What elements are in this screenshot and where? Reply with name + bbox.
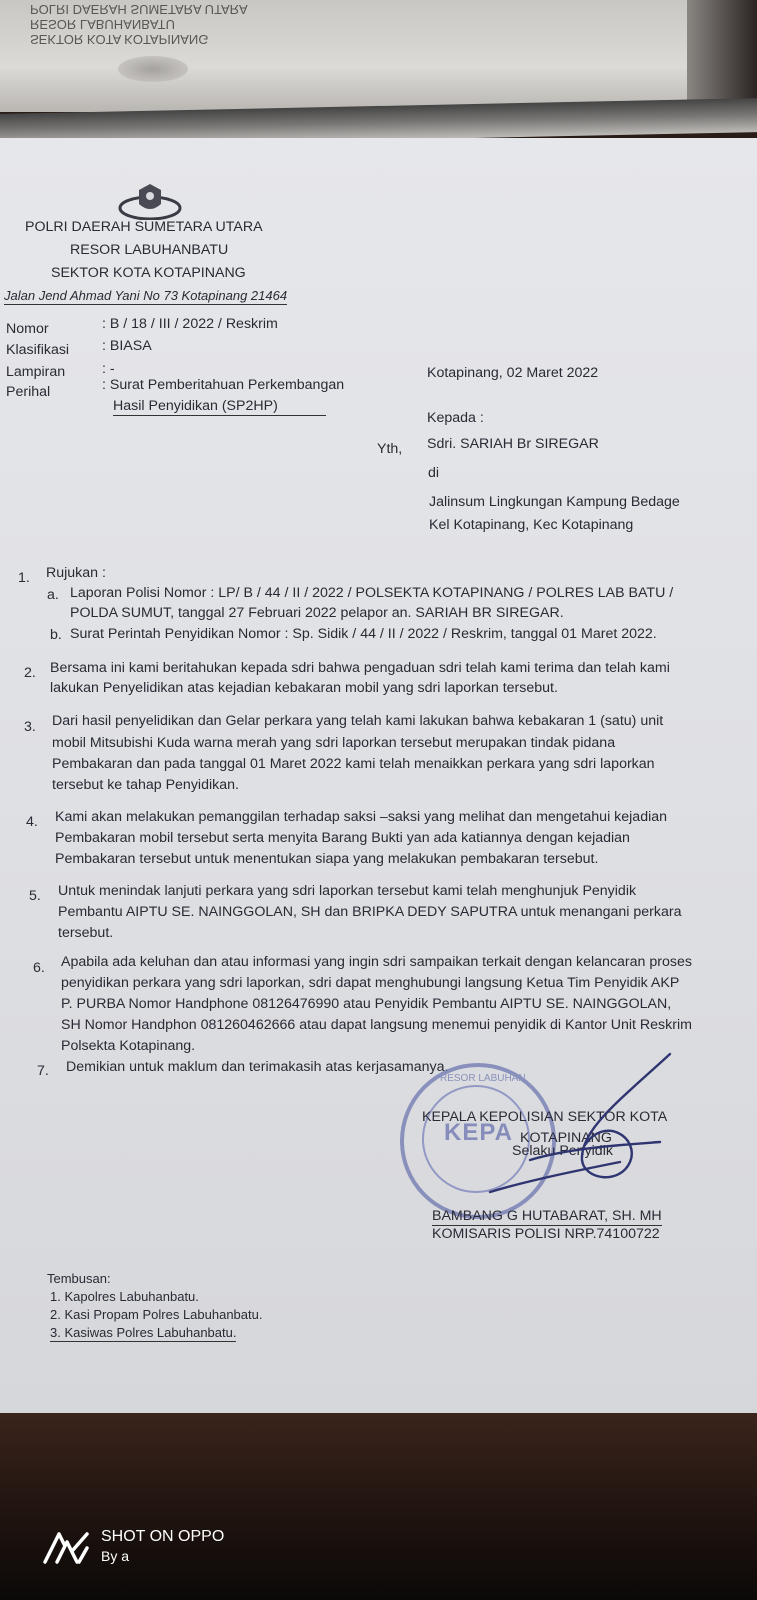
p3-line-3: Pembakaran dan pada tanggal 01 Maret 2022 kami telah menaikkan perkara yang sdri laporkan bbox=[52, 756, 655, 772]
p4-line-1: Kami akan melakukan pemanggilan terhadap saksi –saksi yang melihat dan mengetahui kejadian bbox=[55, 809, 668, 825]
perihal-label: Perihal bbox=[6, 384, 51, 400]
p2-line-2: lakukan Penyelidikan atas kejadian kebakaran mobil yang sdri laporkan tersebut. bbox=[50, 680, 558, 696]
tembusan-item-1: 1. Kapolres Labuhanbatu. bbox=[50, 1289, 199, 1304]
p4-line-3: Pembakaran tersebut untuk menentukan siapa yang melakukan pembakaran tersebut. bbox=[55, 851, 599, 867]
nomor-value: : B / 18 / III / 2022 / Reskrim bbox=[102, 316, 278, 332]
perihal-value-2: Hasil Penyidikan (SP2HP) bbox=[113, 398, 326, 416]
p6-line-4: SH Nomor Handphon 081260462666 atau dapat langsung menemui penyidik di Kantor Unit Reskrim bbox=[61, 1017, 692, 1033]
p6-line-3: P. PURBA Nomor Handphone 08126476990 atau Penyidik Pembantu AIPTU SE. NAINGGOLAN, bbox=[61, 996, 672, 1012]
p1b-label: b. bbox=[50, 627, 62, 643]
p6-line-1: Apabila ada keluhan dan atau informasi yang ingin sdri sampaikan terkait dengan kelancaran proses bbox=[61, 954, 692, 970]
tembusan-item-2: 2. Kasi Propam Polres Labuhanbatu. bbox=[50, 1307, 263, 1322]
bleed-through-text bbox=[30, 2, 330, 47]
p1-number: 1. bbox=[18, 570, 30, 586]
lampiran-label: Lampiran bbox=[6, 364, 66, 380]
yth: Yth, bbox=[377, 441, 403, 457]
p1a-line-1: Laporan Polisi Nomor : LP/ B / 44 / II / 2022 / POLSEKTA KOTAPINANG / POLRES LAB BATU / bbox=[70, 585, 674, 601]
handwritten-signature bbox=[470, 1050, 685, 1220]
watermark-line-2: By a bbox=[101, 1548, 130, 1564]
p5-number: 5. bbox=[29, 888, 41, 904]
klasifikasi-label: Klasifikasi bbox=[6, 342, 70, 358]
previous-page-strip bbox=[0, 0, 757, 112]
recipient-di: di bbox=[428, 465, 440, 481]
p4-line-2: Pembakaran mobil tersebut serta menyita Barang Bukti yan ada katiannya dengan kejadian bbox=[55, 830, 630, 846]
p3-number: 3. bbox=[24, 719, 36, 735]
perihal-value-1: : Surat Pemberitahuan Perkembangan bbox=[102, 377, 345, 393]
bleed-line-2: RESOR LABUHANBATU bbox=[30, 17, 175, 32]
letterhead-line-1: POLRI DAERAH SUMETARA UTARA bbox=[25, 219, 263, 235]
nomor-label: Nomor bbox=[6, 321, 49, 337]
letterhead-line-2: RESOR LABUHANBATU bbox=[70, 242, 229, 258]
stamp-arc-text: RESOR LABUHAN bbox=[440, 1073, 526, 1084]
lampiran-value: : - bbox=[102, 361, 115, 377]
klasifikasi-value: : BIASA bbox=[102, 338, 152, 354]
p3-line-2: mobil Mitsubishi Kuda warna merah yang sdri laporkan tersebut merupakan tindak pidana bbox=[52, 735, 616, 751]
p4-number: 4. bbox=[26, 814, 38, 830]
p6-line-5: Polsekta Kotapinang. bbox=[61, 1038, 196, 1054]
p5-line-3: tersebut. bbox=[58, 925, 114, 941]
signer-title-1: KEPALA KEPOLISIAN SEKTOR KOTA bbox=[422, 1109, 668, 1125]
p2-number: 2. bbox=[24, 665, 36, 681]
p2-line-1: Bersama ini kami beritahukan kepada sdri bahwa pengaduan sdri telah kami terima dan telah kami bbox=[50, 660, 670, 676]
dark-corner bbox=[687, 0, 757, 110]
p5-line-1: Untuk menindak lanjuti perkara yang sdri laporkan tersebut kami telah menghunjuk Penyidik bbox=[58, 883, 637, 899]
p1-title: Rujukan : bbox=[46, 565, 106, 581]
p1a-label: a. bbox=[47, 587, 59, 603]
dateline: Kotapinang, 02 Maret 2022 bbox=[427, 365, 599, 381]
letterhead-line-3: SEKTOR KOTA KOTAPINANG bbox=[51, 265, 246, 281]
p6-line-2: penyidikan perkara yang sdri laporkan, sdri dapat menghubungi langsung Ketua Tim Penyidik AKP bbox=[61, 975, 680, 991]
table-surface bbox=[0, 1413, 757, 1600]
bleed-line-1: SEKTOR KOTA KOTAPINANG bbox=[30, 32, 209, 47]
bleed-line-3: POLRI DAERAH SUMETARA UTARA bbox=[30, 2, 248, 17]
p3-line-4: tersebut ke tahap Penyidikan. bbox=[52, 777, 239, 793]
kepada: Kepada : bbox=[427, 410, 484, 426]
recipient-address-1: Jalinsum Lingkungan Kampung Bedage bbox=[429, 494, 680, 510]
stamp-word: KEPA bbox=[444, 1119, 513, 1146]
p1a-line-2: POLDA SUMUT, tanggal 27 Februari 2022 pelapor an. SARIAH BR SIREGAR. bbox=[70, 605, 564, 621]
watermark-line-1: SHOT ON OPPO bbox=[101, 1528, 225, 1545]
p7-number: 7. bbox=[37, 1063, 49, 1079]
signer-title-2: KOTAPINANG bbox=[520, 1130, 612, 1146]
p5-line-2: Pembantu AIPTU SE. NAINGGOLAN, SH dan BRIPKA DEDY SAPUTRA untuk menangani perkara bbox=[58, 904, 682, 920]
signer-title-3: Selaku Penyidik bbox=[512, 1143, 613, 1159]
tembusan-title: Tembusan: bbox=[47, 1271, 111, 1286]
oppo-logo-icon bbox=[43, 1530, 89, 1564]
letterhead-address: Jalan Jend Ahmad Yani No 73 Kotapinang 21464 bbox=[4, 288, 288, 303]
p7-line-1: Demikian untuk maklum dan terimakasih atas kerjasamanya. bbox=[66, 1059, 449, 1075]
recipient-name: Sdri. SARIAH Br SIREGAR bbox=[427, 436, 599, 452]
p6-number: 6. bbox=[33, 960, 45, 976]
p3-line-1: Dari hasil penyelidikan dan Gelar perkara yang telah kami lakukan bahwa kebakaran 1 (satu) unit bbox=[52, 713, 664, 729]
p1b-line: Surat Perintah Penyidikan Nomor : Sp. Sidik / 44 / II / 2022 / Reskrim, tanggal 01 Maret 2022. bbox=[70, 626, 657, 642]
signer-rank: KOMISARIS POLISI NRP.74100722 bbox=[432, 1226, 660, 1242]
tembusan-item-3: 3. Kasiwas Polres Labuhanbatu. bbox=[50, 1325, 237, 1340]
police-crest-icon bbox=[115, 182, 185, 220]
bleed-crest bbox=[118, 56, 188, 82]
recipient-address-2: Kel Kotapinang, Kec Kotapinang bbox=[429, 517, 634, 533]
signer-name: BAMBANG G HUTABARAT, SH. MH bbox=[432, 1208, 662, 1224]
